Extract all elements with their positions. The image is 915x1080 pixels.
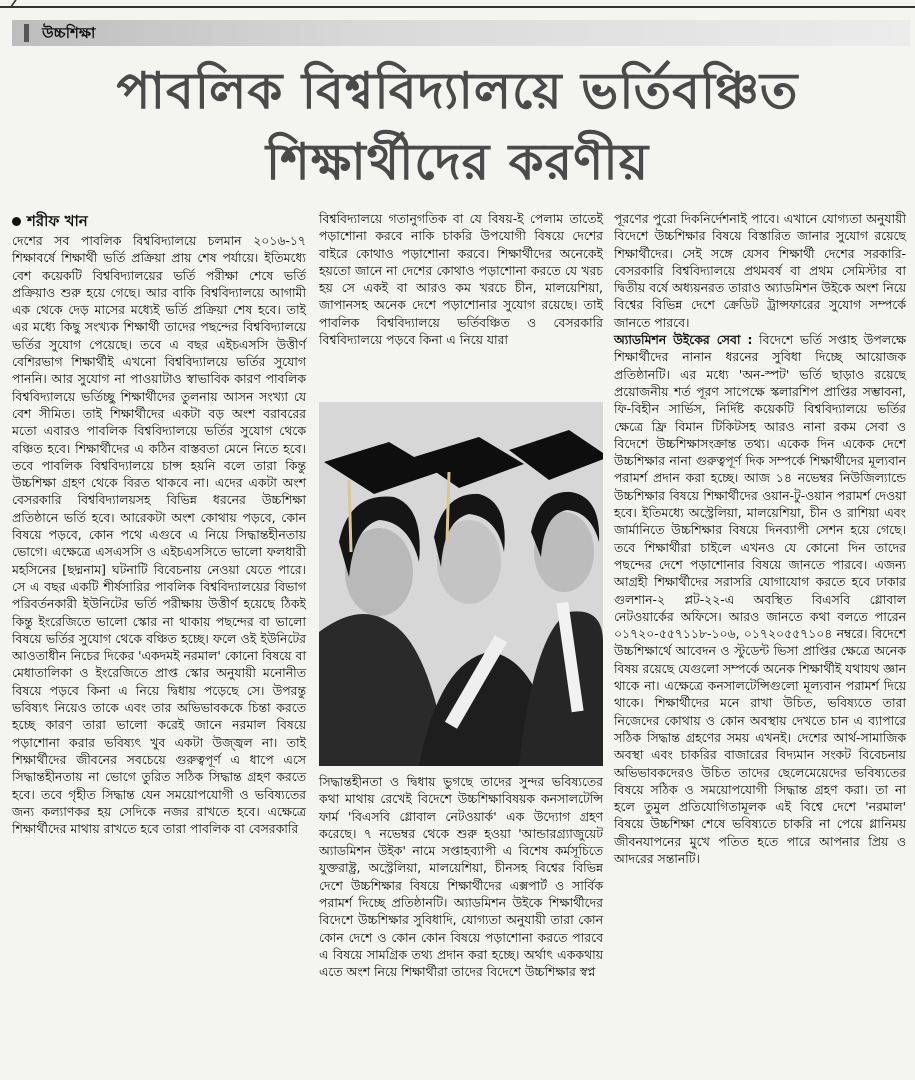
- section-label-text: উচ্চশিক্ষা: [42, 24, 96, 42]
- headline-line-1: পাবলিক বিশ্ববিদ্যালয়ে ভর্তিবঞ্চিত: [116, 61, 799, 120]
- section-marker-icon: [24, 24, 29, 42]
- paragraph: দেশের সব পাবলিক বিশ্ববিদ্যালয়ে চলমান ২০১৬-১৭ শিক্ষাবর্ষে শিক্ষার্থী ভর্তি প্রক্রিয়া প্রায় শেষ পর্যায়ে। ইতিমধ্যে বেশ কয়েকটি বিশ্ববিদ্যালয়ের ভর্তি পরীক্ষা শেষে ভর্তি প্রক্রিয়াও শুরু হয়ে গেছে। আর বাকি বিশ্ববিদ্যালয়ে আগামী এক থেকে দেড় মাসের মধ্যেই ভর্তি প্রক্রিয়া শেষ হবে। তাই এর মধ্যে কিছু সংখ্যক শিক্ষার্থী তাদের পছন্দের বিশ্ববিদ্যালয়ে ভর্তির সুযোগ পেয়েছে। তবে এ বছর এইচএসসি উত্তীর্ণ বেশিরভাগ শিক্ষার্থীই এখনো বিশ্ববিদ্যালয়ে ভর্তির সুযোগ পাননি। আর সুযোগ না পাওয়াটাও স্বাভাবিক কারণ পাবলিক বিশ্ববিদ্যালয়ে ভর্তিচ্ছু শিক্ষার্থীদের তুলনায় আসন সংখ্যা যে বেশ সীমিত। তাই শিক্ষার্থীদের একটা বড় অংশ বরাবরের মতো এবারও পাবলিক বিশ্ববিদ্যালয়ে ভর্তির সুযোগ থেকে বঞ্চিত হবে। শিক্ষার্থীদের এ কঠিন বাস্তবতা মেনে নিতে হবে। তবে পাবলিক বিশ্ববিদ্যালয়ে চান্স হয়নি বলে তারা কিন্তু উচ্চশিক্ষা গ্রহণ থেকে বিরত থাকবে না। এদের একটা অংশ বেসরকারি বিশ্ববিদ্যালয়সহ বিভিন্ন ধরনের উচ্চশিক্ষা প্রতিষ্ঠানে ভর্তি হবে। আরেকটা অংশ কোথায় পড়বে, কোন বিষয়ে পড়বে, কোন পথে এগুবে এ নিয়ে সিদ্ধান্তহীনতায় ভোগে। এক্ষেত্রে এসএসসি ও এইচএসসিতে ভালো ফলধারী মহসিনের [ছদ্মনাম] ঘটনাটি বিবেচনায় নেওয়া যেতে পারে। সে এ বছর একটি শীর্ষসারির পাবলিক বিশ্ববিদ্যালয়ের বিভাগ পরিবর্তনকারী ইউনিটের ভর্তি পরীক্ষায় উত্তীর্ণ হয়েছে ঠিকই কিন্তু ইংরেজিতে ভালো স্কোর না থাকায় পছন্দের বা ভালো বিষয়ে ভর্তির সুযোগ থেকে বঞ্চিত হচ্ছে। ফলে ওই ইউনিটের আওতাধীন নিচের দিকের 'একদমই নরমাল' কোনো বিষয়ে বা মেধাতালিকা ও ইংরেজিতে প্রাপ্ত স্কোর অনুযায়ী মনোনীত বিষয়ে পড়বে কিনা এ নিয়ে দ্বিধায় পড়েছে সে। উপরন্তু ভবিষ্যৎ নিয়েও তাকে এবং তার অভিভাবককে চিন্তা করতে হচ্ছে কারণ তারা ভালো করেই জানে নরমাল বিষয়ে পড়াশোনা করার ভবিষ্যৎ খুব একটা উজ্জ্বল না। তাই শিক্ষার্থীদের জীবনের সবচেয়ে গুরুত্বপূর্ণ এ ধাপে এসে সিদ্ধান্তহীনতায় না ভোগে তুরিত সঠিক সিদ্ধান্ত গ্রহণ করতে হবে। তবে গৃহীত সিদ্ধান্ত যেন সময়োপযোগী ও ভবিষ্যতের জন্য কল্যাণকর হয় সেদিকে নজর রাখতে হবে। এক্ষেত্রে শিক্ষার্থীদের মাথায় রাখতে হবে তারা পাবলিক বা বেসরকারি: [12, 233, 306, 837]
- subhead: অ্যাডমিশন উইকের সেবা :: [614, 332, 753, 348]
- headline-line-2: শিক্ষার্থীদের করণীয়: [265, 132, 650, 191]
- top-border: [0, 0, 915, 9]
- article-column-1: [12, 232, 306, 837]
- paragraph-with-subhead: [614, 331, 906, 867]
- article-column-2-bottom: [319, 773, 603, 981]
- graduates-photo: [319, 402, 603, 766]
- article-column-3: [614, 210, 906, 867]
- graduates-illustration: [319, 402, 603, 766]
- headline: [20, 56, 895, 198]
- author-name: শরীফ খান: [27, 212, 88, 230]
- subhead-body: বিদেশে ভর্তি সপ্তাহ উপলক্ষে শিক্ষার্থীদের নানান ধরনের সুবিধা দিচ্ছে আয়োজক প্রতিষ্ঠানটি। এর মধ্যে 'অন-স্পট' ভর্তি ছাড়াও রয়েছে প্রয়োজনীয় শর্ত পূরণ সাপেক্ষে স্কলারশিপ প্রাপ্তির সম্ভাবনা, ফি-বিহীন সার্ভিস, নির্দিষ্ট কয়েকটি বিশ্ববিদ্যালয়ে ভর্তির ক্ষেত্রে ফ্রি বিমান টিকিটসহ আরও নানা রকম সেবা ও বিদেশে উচ্চশিক্ষাসংক্রান্ত তথ্য। একেক দিন একেক দেশে উচ্চশিক্ষার নানা গুরুত্বপূর্ণ দিক সম্পর্কে শিক্ষার্থীদের মূল্যবান পরামর্শ প্রদান করা হচ্ছে। আজ ১৪ নভেম্বর নিউজিল্যান্ডে উচ্চশিক্ষার বিষয়ে শিক্ষার্থীদের ওয়ান-টু-ওয়ান পরামর্শ দেওয়া হবে। ইতিমধ্যে অস্ট্রেলিয়া, মালয়েশিয়া, চীন ও রাশিয়া এবং জার্মানিতে উচ্চশিক্ষার বিষয়ে দিনব্যাপী সেশন হয়ে গেছে। তবে শিক্ষার্থীরা চাইলে এখনও যে কোনো দিন তাদের পছন্দের দেশে পড়াশোনার বিষয়ে জানতে পারবে। এজন্য আগ্রহী শিক্ষার্থীদের সরাসরি যোগাযোগ করতে হবে ঢাকার গুলশান-২ প্লট-২২-এ অবস্থিত বিএসবি গ্লোবাল নেটওয়ার্কের অফিসে। আরও জানতে কথা বলতে পারেন ০১৭২০-৫৫৭১১৮-১০৬, ০১৭২০৫৫৭১০৪ নম্বরে। বিদেশে উচ্চশিক্ষার্থে আবেদন ও স্টুডেন্ট ভিসা প্রাপ্তির ক্ষেত্রে অনেক বিষয় রয়েছে যেগুলো সম্পর্কে অনেক শিক্ষার্থীই যথাযথ জ্ঞান থাকে না। এক্ষেত্রে কনসালটেন্সিগুলো মূল্যবান পরামর্শ দিয়ে থাকে। শিক্ষার্থীদের মনে রাখা উচিত, ভবিষ্যতে তারা নিজেদের কোথায় ও কোন অবস্থায় দেখতে চান এ ব্যাপারে সঠিক সিদ্ধান্ত গ্রহণের সময় এখনই। দেশের আর্থ-সামাজিক অবস্থা এবং চাকরির বাজারের বিদ্যমান সংকট বিবেচনায় অভিভাবকদেরও উচিত তাদের ছেলেমেয়েদের ভবিষ্যতের বিষয়ে সঠিক ও সময়োপযোগী সিদ্ধান্ত গ্রহণ করা। তা না হলে তুমুল প্রতিযোগিতামূলক এই বিশ্বে দেশে 'নরমাল' বিষয়ে উচ্চশিক্ষা শেষে ভবিষ্যতে চাকরি না পেয়ে গ্লানিময় জীবনযাপনের মুখে পতিত হতে পারে আপনার প্রিয় ও আদরের সন্তানটি।: [614, 332, 906, 866]
- section-label: [12, 20, 910, 46]
- paragraph: পূরণের পুরো দিকনির্দেশনাই পাবে। এখানে যোগ্যতা অনুযায়ী বিদেশে উচ্চশিক্ষার বিষয়ে বিস্তারিত জানার সুযোগ রয়েছে শিক্ষার্থীদের। সেই সঙ্গে যেসব শিক্ষার্থী দেশের সরকারি-বেসরকারি বিশ্ববিদ্যালয়ে প্রথমবর্ষ বা প্রথম সেমিস্টার বা দ্বিতীয় বর্ষে অধ্যয়নরত তারাও অ্যাডমিশন উইকে অংশ নিয়ে বিশ্বের বিভিন্ন দেশে ক্রেডিট ট্রান্সফারের সুযোগ সম্পর্কে জানতে পারবে।: [614, 211, 906, 330]
- bullet-icon: [12, 217, 21, 226]
- paragraph: সিদ্ধান্তহীনতা ও দ্বিধায় ভুগছে তাদের সুন্দর ভবিষ্যতের কথা মাথায় রেখেই বিদেশে উচ্চশিক্ষাবিষয়ক কনসালটেন্সি ফার্ম 'বিএসবি গ্লোবাল নেটওয়ার্ক' এক উদ্যোগ গ্রহণ করেছে। ৭ নভেম্বর থেকে শুরু হওয়া 'আন্ডারগ্র্যাজুয়েট অ্যাডমিশন উইক' নামে সপ্তাহব্যাপী এ বিশেষ কর্মসূচিতে যুক্তরাষ্ট্র, অস্ট্রেলিয়া, মালয়েশিয়া, চীনসহ বিশ্বের বিভিন্ন দেশে উচ্চশিক্ষার বিষয়ে শিক্ষার্থীদের এক্সপার্ট ও সার্বিক পরামর্শ দিচ্ছে প্রতিষ্ঠানটি। অ্যাডমিশন উইকে শিক্ষার্থীদের বিদেশে উচ্চশিক্ষার সুবিধাদি, যোগ্যতা অনুযায়ী তারা কোন কোন দেশে ও কোন কোন বিষয়ে পড়াশোনা করতে পারবে এ বিষয়ে সামগ্রিক তথ্য প্রদান করা হচ্ছে। অর্থাৎ এককথায় এতে অংশ নিয়ে শিক্ষার্থীরা তাদের বিদেশে উচ্চশিক্ষার স্বপ্ন: [319, 774, 603, 980]
- paragraph: বিশ্ববিদ্যালয়ে গতানুগতিক বা যে বিষয়-ই পেলাম তাতেই পড়াশোনা করবে নাকি চাকরি উপযোগী বিষয়ে দেশের বাইরে কোথাও পড়াশোনা করবে। শিক্ষার্থীদের অনেকেই হয়তো জানে না দেশের কোথাও পড়াশোনা করতে যে খরচ হয় সে একই বা আরও কম খরচে চীন, মালয়েশিয়া, জাপানসহ অনেক দেশে পড়াশোনার সুযোগ রয়েছে। তাই পাবলিক বিশ্ববিদ্যালয়ে ভর্তিবঞ্চিত ও বেসরকারি বিশ্ববিদ্যালয়ে পড়বে কিনা এ নিয়ে যারা: [319, 211, 603, 348]
- article-column-2-top: [319, 210, 603, 348]
